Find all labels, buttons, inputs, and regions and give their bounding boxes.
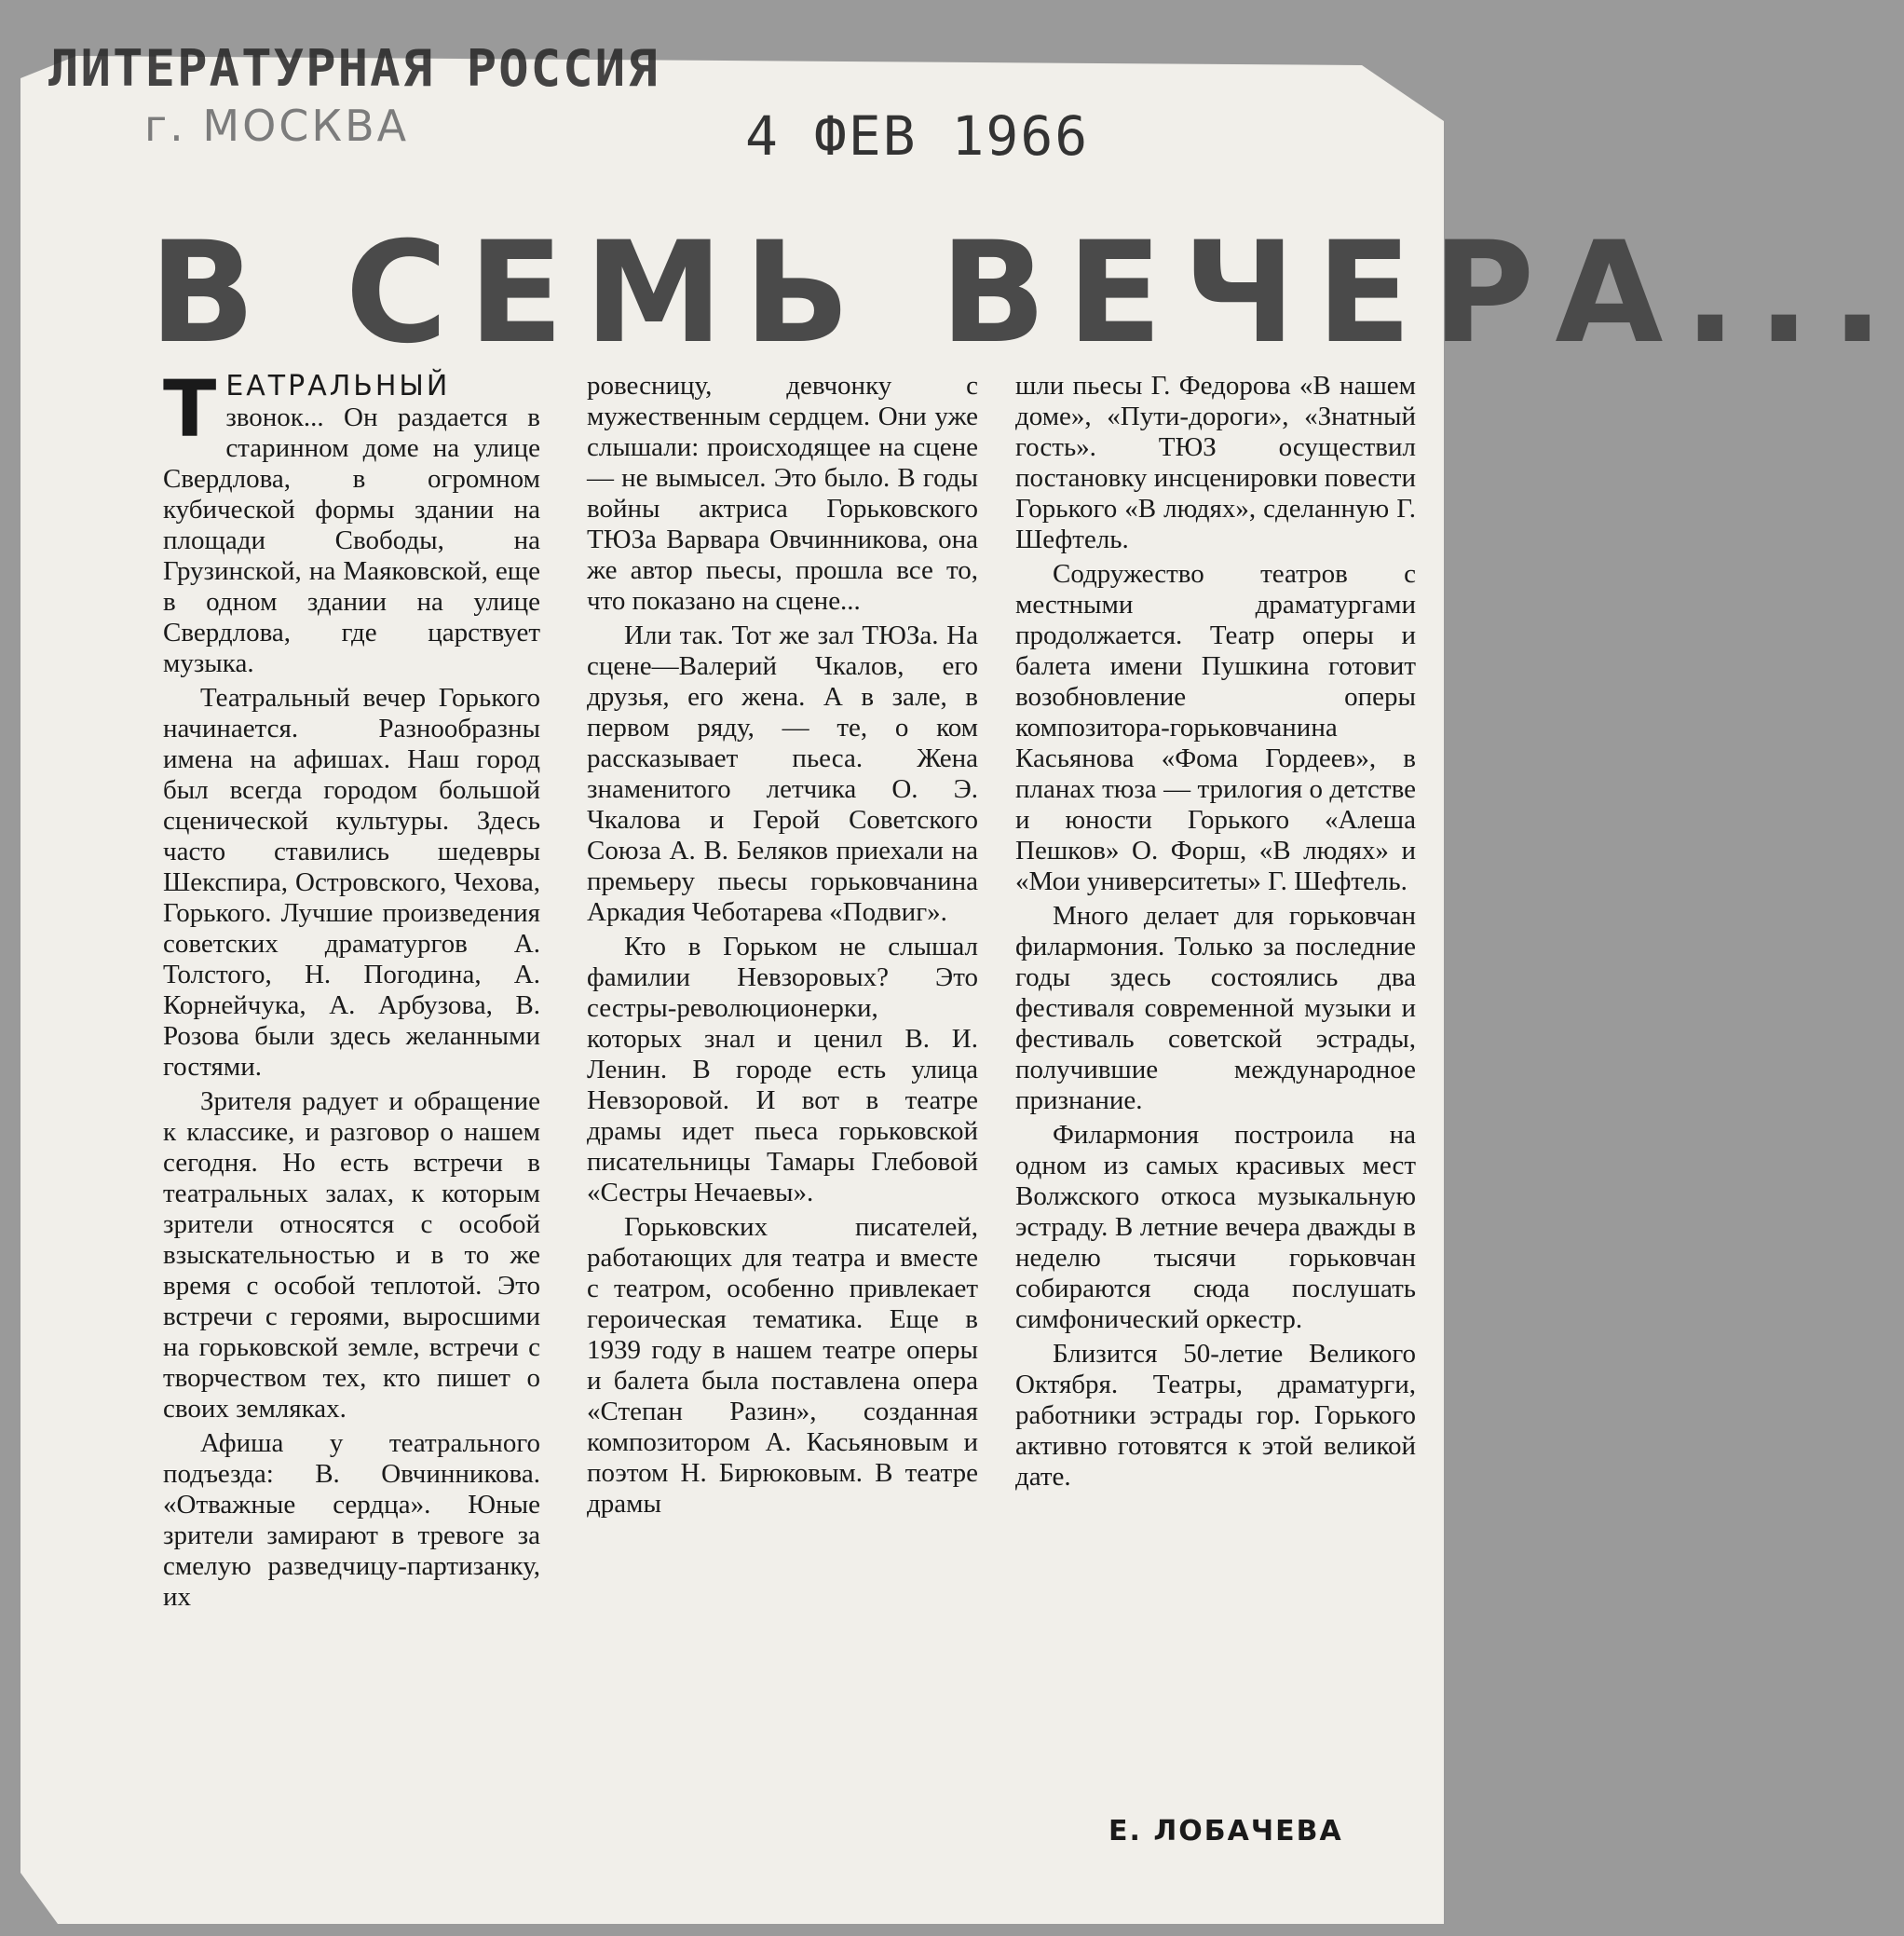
article-column-1 bbox=[163, 363, 540, 1899]
city-stamp: г. МОСКВА bbox=[144, 101, 410, 151]
article-column-2 bbox=[587, 371, 978, 1899]
paragraph: Кто в Горьком не слышал фамилии Невзоровых? Это сестры-революционерки, которых знал и ценил В. И. Ленин. В городе есть улица Невзоровой. И вот в театре драмы идет пьеса горьковской писательницы Тамары Глебовой «Сестры Нечаевы». bbox=[587, 932, 978, 1207]
paragraph: Филармония построила на одном из самых красивых мест Волжского откоса музыкальную эстраду. В летние вечера дважды в неделю тысячи горьковчан собираются сюда послушать симфонический оркестр. bbox=[1015, 1120, 1416, 1334]
author-signature: Е. ЛОБАЧЕВА bbox=[1108, 1815, 1343, 1847]
paragraph: Близится 50-летие Великого Октября. Театры, драматурги, работники эстрады гор. Горького активно готовятся к этой великой дате. bbox=[1015, 1339, 1416, 1492]
paragraph-text: звонок... Он раздается в старинном доме на улице Свердлова, в огромном кубической формы здании на площади Свободы, на Грузинской, на Маяковской, еще в одном здании на улице Свердлова, где царствует музыка. bbox=[163, 402, 540, 678]
paragraph: Зрителя радует и обращение к классике, и разговор о нашем сегодня. Но есть встречи в театральных залах, к которым зрители относятся с особой взыскательностью и в то же время с особой теплотой. Это встречи с героями, выросшими на горьковской земле, встречи с творчеством тех, кто пишет о своих земляках. bbox=[163, 1086, 540, 1424]
article-headline: В СЕМЬ ВЕЧЕРА... bbox=[149, 212, 1904, 375]
paragraph: Или так. Тот же зал ТЮЗа. На сцене—Валерий Чкалов, его друзья, его жена. А в зале, в первом ряду, — те, о ком рассказывает пьеса. Жена знаменитого летчика О. Э. Чкалова и Герой Советского Союза А. В. Беляков приехали на премьеру пьесы горьковчанина Аркадия Чеботарева «Подвиг». bbox=[587, 620, 978, 927]
paragraph: Содружество театров с местными драматургами продолжается. Театр оперы и балета имени Пушкина готовит возобновление оперы композитора-горьковчанина Касьянова «Фома Гордеев», в планах тюза — трилогия о детстве и юности Горького «Алеша Пешков» О. Форш, «В людях» и «Мои университеты» Г. Шефтель. bbox=[1015, 559, 1416, 896]
paragraph: Горьковских писателей, работающих для театра и вместе с театром, особенно привлекает героическая тематика. Еще в 1939 году в нашем театре оперы и балета была поставлена опера «Степан Разин», созданная композитором А. Касьяновым и поэтом Н. Бирюковым. В театре драмы bbox=[587, 1212, 978, 1519]
paragraph: Афиша у театрального подъезда: В. Овчинникова. «Отважные сердца». Юные зрители замирают в тревоге за смелую разведчицу-партизанку, их bbox=[163, 1428, 540, 1612]
paragraph: ровесницу, девчонку с мужественным сердцем. Они уже слышали: происходящее на сцене — не вымысел. Это было. В годы войны актриса Горьковского ТЮЗа Варвара Овчинникова, она же автор пьесы, прошла все то, что показано на сцене... bbox=[587, 371, 978, 616]
paragraph: Театральный вечер Горького начинается. Разнообразны имена на афишах. Наш город был всегда городом большой сценической культуры. Здесь часто ставились шедевры Шекспира, Островского, Чехова, Горького. Лучшие произведения советских драматургов А. Толстого, Н. Погодина, А. Корнейчука, А. Арбузова, В. Розова были здесь желанными гостями. bbox=[163, 683, 540, 1082]
date-stamp: 4 ФЕВ 1966 bbox=[745, 104, 1090, 168]
lead-word: ЕАТРАЛЬНЫЙ bbox=[225, 370, 451, 402]
article-column-3 bbox=[1015, 371, 1416, 1806]
newspaper-masthead-stamp: ЛИТЕРАТУРНАЯ РОССИЯ bbox=[48, 39, 660, 98]
drop-cap: Т bbox=[163, 363, 217, 455]
paragraph: шли пьесы Г. Федорова «В нашем доме», «Пути-дороги», «Знатный гость». ТЮЗ осуществил постановку инсценировки повести Горького «В людях», сделанную Г. Шефтель. bbox=[1015, 371, 1416, 554]
lead-paragraph bbox=[163, 363, 540, 679]
paragraph: Много делает для горьковчан филармония. Только за последние годы здесь состоялись два фестиваля современной музыки и фестиваль советской эстрады, получившие международное признание. bbox=[1015, 901, 1416, 1115]
